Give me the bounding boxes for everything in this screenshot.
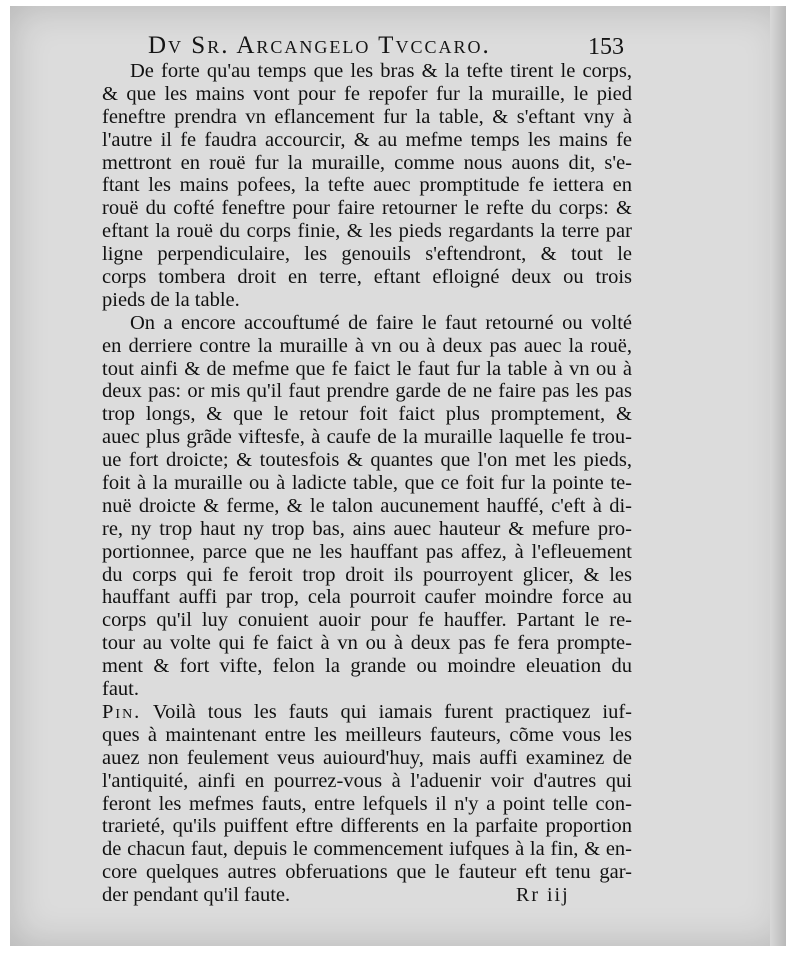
text-line: auez non feulement veus auiourd'huy, mais auffi examinez de bbox=[102, 746, 632, 769]
text-line: & que les mains vont pour fe repofer fur la muraille, le pied bbox=[102, 82, 632, 105]
text-line: re, ny trop haut ny trop bas, ains auec hauteur & mefure pro- bbox=[102, 517, 632, 540]
text-line: rouë du cofté feneftre pour faire retourner le refte du corps: & bbox=[102, 197, 632, 220]
text-line: ques à maintenant entre les meilleurs fauteurs, cõme vous les bbox=[102, 723, 632, 746]
page-number: 153 bbox=[588, 34, 624, 60]
text-line: l'autre il fe faudra accourcir, & au mefme temps les mains fe bbox=[102, 128, 632, 151]
text-line: corps tombera droit en terre, eftant efloigné deux ou trois bbox=[102, 266, 632, 289]
text-line: foit à la muraille ou à ladicte table, que ce foit fur la pointe te- bbox=[102, 472, 632, 495]
text-line: feneftre prendra vn eflancement fur la table, & s'eftant vny à bbox=[102, 105, 632, 128]
text-line: ment & fort vifte, felon la grande ou moindre eleuation du bbox=[102, 655, 632, 678]
text-line: pieds de la table. bbox=[102, 288, 240, 311]
text-line: deux pas: or mis qu'il faut prendre garde de ne faire pas les pas bbox=[102, 380, 632, 403]
text-line: du corps qui fe feroit trop droit ils pourroyent glicer, & les bbox=[102, 563, 632, 586]
signature-mark: Rr iij bbox=[516, 884, 570, 906]
text-line: faut. bbox=[102, 678, 139, 701]
text-line: portionnee, parce que ne les hauffant pas affez, à l'efleuement bbox=[102, 540, 632, 563]
paragraph-2 bbox=[102, 312, 632, 701]
text-line: De forte qu'au temps que les bras & la tefte tirent le corps, bbox=[130, 60, 632, 82]
text-line: en derriere contre la muraille à vn ou à deux pas auec la rouë, bbox=[102, 334, 632, 357]
text-line: ligne perpendiculaire, les genouils s'eftendront, & tout le bbox=[102, 243, 632, 266]
page-edge-shadow bbox=[770, 6, 786, 946]
speech-text: Voilà tous les fauts qui iamais furent practiquez iuf- bbox=[152, 700, 632, 723]
body-text bbox=[102, 60, 632, 907]
text-line: mettront en rouë fur la muraille, comme nous auons dit, s'e- bbox=[102, 151, 632, 174]
running-head: Dv Sr. Arcangelo Tvccaro. bbox=[148, 32, 491, 59]
text-line: hauffant auffi par trop, cela pourroit caufer moindre force au bbox=[102, 586, 632, 609]
text-line: nuë droicte & ferme, & le talon aucunement hauffé, c'eft à di- bbox=[102, 494, 632, 517]
text-line: tour au volte qui fe faict à vn ou à deux pas fe fera prompte- bbox=[102, 632, 632, 655]
text-line: der pendant qu'il faute. bbox=[102, 884, 291, 907]
text-line: tout ainfi & de mefme que fe faict le faut fur la table à vn ou à bbox=[102, 357, 632, 380]
text-line: eftant la rouë du corps finie, & les pieds regardants la terre par bbox=[102, 220, 632, 243]
text-line: auec plus grãde viftesfe, à caufe de la muraille laquelle fe trou- bbox=[102, 426, 632, 449]
text-line: ftant les mains pofees, la tefte auec promptitude fe iettera en bbox=[102, 174, 632, 197]
text-line bbox=[102, 701, 632, 724]
paragraph-1 bbox=[102, 60, 632, 312]
text-line: l'antiquité, ainfi en pourrez-vous à l'aduenir voir d'autres qui bbox=[102, 769, 632, 792]
text-line: core quelques autres obferuations que le fauteur eft tenu gar- bbox=[102, 861, 632, 884]
text-line: ue fort droicte; & toutesfois & quantes que l'on met les pieds, bbox=[102, 449, 632, 472]
text-line: de chacun faut, depuis le commencement iufques à la fin, & en- bbox=[102, 838, 632, 861]
text-line: corps qu'il luy conuient auoir pour fe hauffer. Partant le re- bbox=[102, 609, 632, 632]
text-line: trarieté, qu'ils puiffent eftre differents en la parfaite proportion bbox=[102, 815, 632, 838]
text-line: trop longs, & que le retour foit faict plus promptement, & bbox=[102, 403, 632, 426]
text-line: feront les mefmes fauts, entre lefquels il n'y a point telle con- bbox=[102, 792, 632, 815]
paragraph-3 bbox=[102, 701, 632, 907]
speaker-name: Pin. bbox=[102, 700, 142, 723]
text-line: On a encore accouftumé de faire le faut retourné ou volté bbox=[130, 311, 632, 334]
